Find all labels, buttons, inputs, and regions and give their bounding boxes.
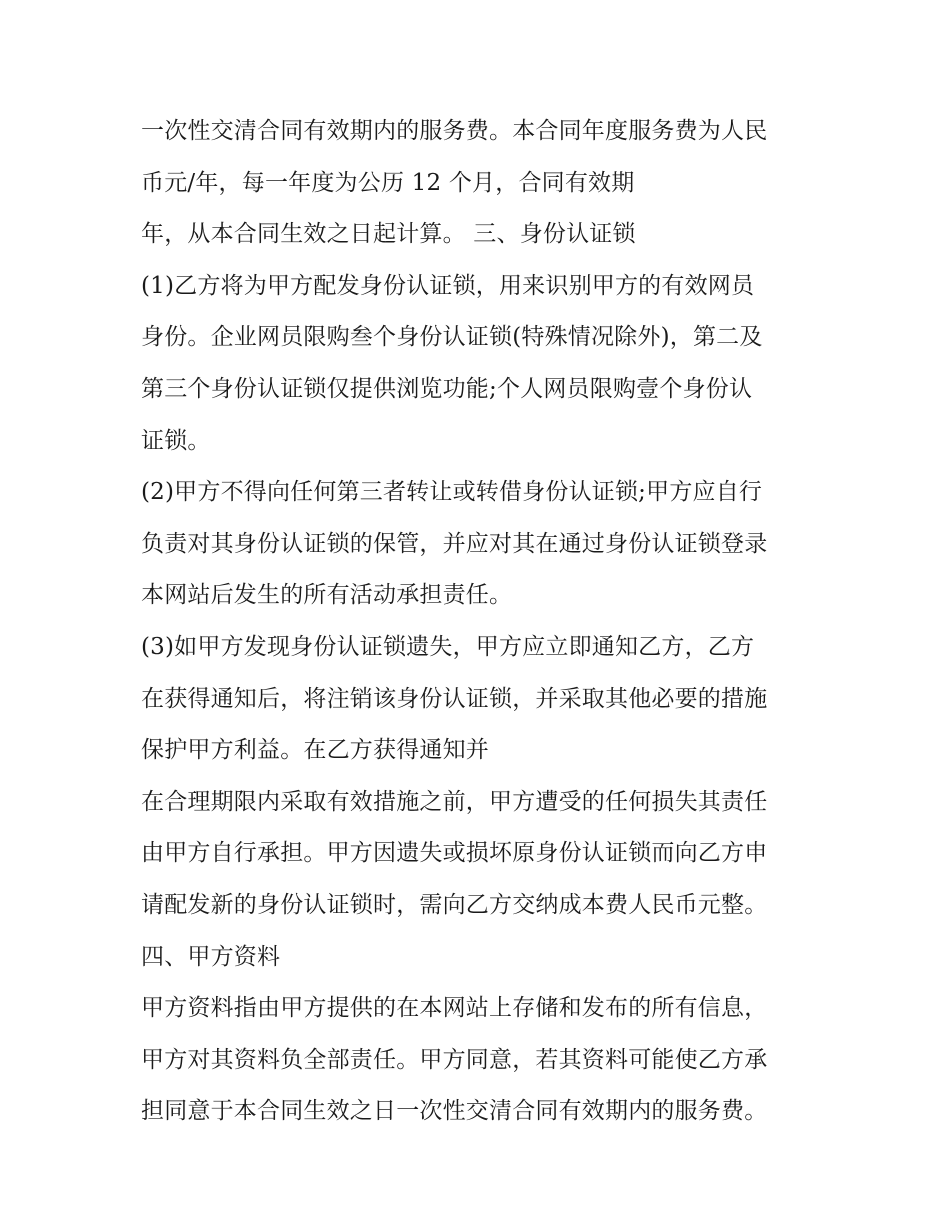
text-line: 甲方资料指由甲方提供的在本网站上存储和发布的所有信息， bbox=[141, 995, 768, 1022]
text-line: (3)如甲方发现身份认证锁遗失，甲方应立即通知乙方，乙方 bbox=[141, 633, 755, 660]
text-line: 年，从本合同生效之日起计算。 三、身份认证锁 bbox=[141, 221, 636, 248]
text-line: 保护甲方利益。在乙方获得通知并 bbox=[141, 737, 489, 764]
text-line: (2)甲方不得向任何第三者转让或转借身份认证锁;甲方应自行 bbox=[141, 479, 763, 506]
text-line: 本网站后发生的所有活动承担责任。 bbox=[141, 582, 513, 609]
text-line: 请配发新的身份认证锁时，需向乙方交纳成本费人民币元整。 bbox=[141, 891, 768, 918]
text-line: 由甲方自行承担。甲方因遗失或损坏原身份认证锁而向乙方申 bbox=[141, 840, 768, 867]
text-line: 在合理期限内采取有效措施之前，甲方遭受的任何损失其责任 bbox=[141, 788, 768, 815]
text-line: 甲方对其资料负全部责任。甲方同意，若其资料可能使乙方承 bbox=[141, 1046, 768, 1073]
text-line: (1)乙方将为甲方配发身份认证锁，用来识别甲方的有效网员 bbox=[141, 272, 755, 299]
text-line: 负责对其身份认证锁的保管，并应对其在通过身份认证锁登录 bbox=[141, 530, 768, 557]
contract-text-block bbox=[141, 106, 831, 1138]
text-line: 身份。企业网员限购叁个身份认证锁(特殊情况除外)，第二及 bbox=[141, 324, 763, 351]
section-heading: 四、甲方资料 bbox=[141, 943, 281, 970]
text-line: 币元/年，每一年度为公历 12 个月，合同有效期 bbox=[141, 169, 635, 196]
text-line: 一次性交清合同有效期内的服务费。本合同年度服务费为人民 bbox=[141, 118, 768, 144]
text-line: 担同意于本合同生效之日一次性交清合同有效期内的服务费。 bbox=[141, 1098, 768, 1125]
text-line: 第三个身份认证锁仅提供浏览功能;个人网员限购壹个身份认 bbox=[141, 375, 753, 402]
text-line: 证锁。 bbox=[141, 427, 211, 454]
text-line: 在获得通知后，将注销该身份认证锁，并采取其他必要的措施 bbox=[141, 685, 768, 712]
